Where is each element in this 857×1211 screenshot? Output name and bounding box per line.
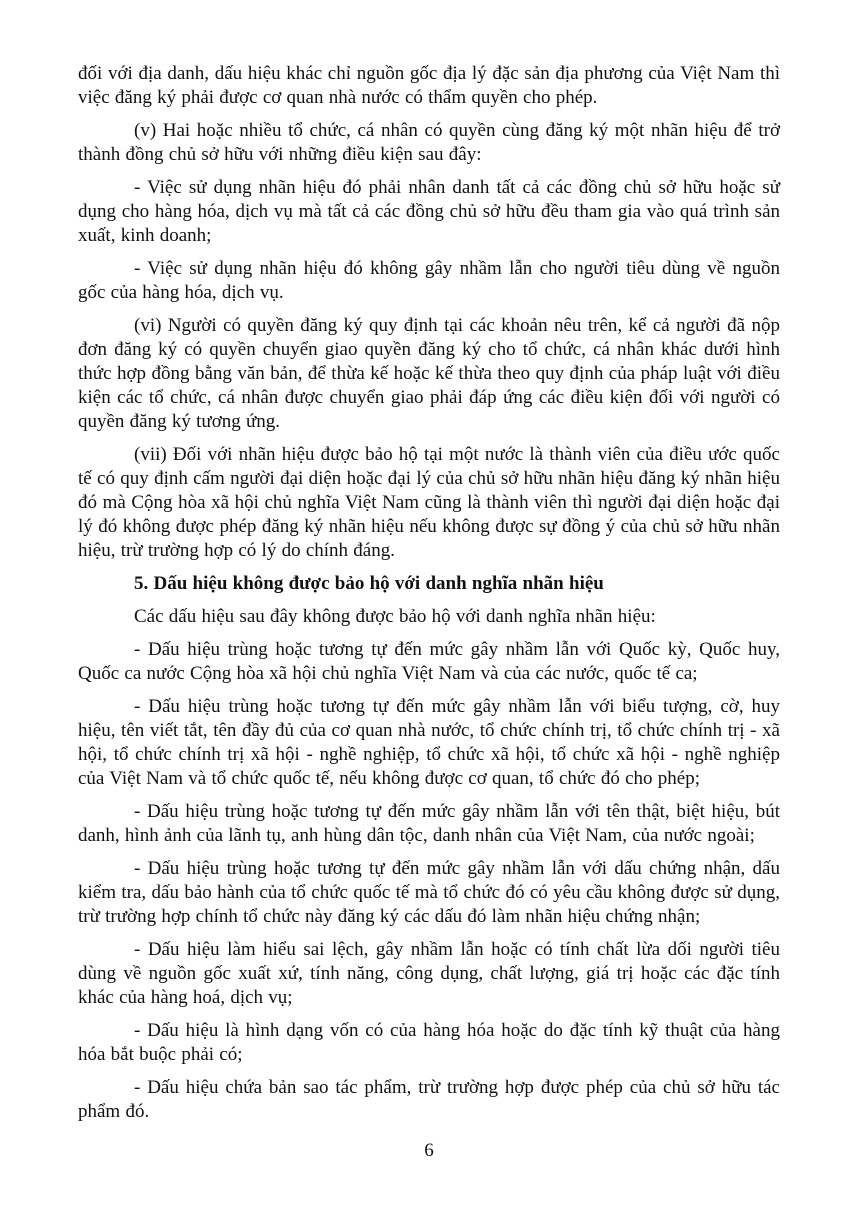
body-paragraph: đối với địa danh, dấu hiệu khác chỉ nguồn gốc địa lý đặc sản địa phương của Việt Nam thì việc đăng ký phải được cơ quan nhà nước có thẩm quyền cho phép.	[78, 63, 780, 108]
page-number: 6	[424, 1140, 434, 1161]
body-paragraph: - Dấu hiệu trùng hoặc tương tự đến mức gây nhầm lẫn với tên thật, biệt hiệu, bút danh, hình ảnh của lãnh tụ, anh hùng dân tộc, danh nhân của Việt Nam, của nước ngoài;	[78, 801, 780, 846]
section-heading: 5. Dấu hiệu không được bảo hộ với danh nghĩa nhãn hiệu	[134, 573, 604, 594]
body-paragraph: - Dấu hiệu là hình dạng vốn có của hàng hóa hoặc do đặc tính kỹ thuật của hàng hóa bắt buộc phải có;	[78, 1020, 780, 1065]
body-paragraph: (vi) Người có quyền đăng ký quy định tại các khoản nêu trên, kể cả người đã nộp đơn đăng ký có quyền chuyển giao quyền đăng ký cho tổ chức, cá nhân khác dưới hình thức hợp đồng bằng văn bản, để thừa kế hoặc kế thừa theo quy định của pháp luật với điều kiện các tổ chức, cá nhân được chuyển giao phải đáp ứng các điều kiện đối với người có quyền đăng ký tương ứng.	[78, 315, 780, 432]
body-paragraph: - Dấu hiệu chứa bản sao tác phẩm, trừ trường hợp được phép của chủ sở hữu tác phẩm đó.	[78, 1077, 780, 1122]
body-paragraph: - Dấu hiệu trùng hoặc tương tự đến mức gây nhầm lẫn với dấu chứng nhận, dấu kiểm tra, dấu bảo hành của tổ chức quốc tế mà tổ chức đó có yêu cầu không được sử dụng, trừ trường hợp chính tổ chức này đăng ký các dấu đó làm nhãn hiệu chứng nhận;	[78, 858, 780, 927]
body-paragraph: - Dấu hiệu làm hiểu sai lệch, gây nhầm lẫn hoặc có tính chất lừa dối người tiêu dùng về nguồn gốc xuất xứ, tính năng, công dụng, chất lượng, giá trị hoặc các đặc tính khác của hàng hoá, dịch vụ;	[78, 939, 780, 1008]
body-paragraph: (v) Hai hoặc nhiều tổ chức, cá nhân có quyền cùng đăng ký một nhãn hiệu để trở thành đồng chủ sở hữu với những điều kiện sau đây:	[78, 120, 780, 165]
body-paragraph: - Việc sử dụng nhãn hiệu đó phải nhân danh tất cả các đồng chủ sở hữu hoặc sử dụng cho hàng hóa, dịch vụ mà tất cả các đồng chủ sở hữu đều tham gia vào quá trình sản xuất, kinh doanh;	[78, 177, 780, 246]
body-paragraph: (vii) Đối với nhãn hiệu được bảo hộ tại một nước là thành viên của điều ước quốc tế có quy định cấm người đại diện hoặc đại lý của chủ sở hữu nhãn hiệu đăng ký nhãn hiệu đó mà Cộng hòa xã hội chủ nghĩa Việt Nam cũng là thành viên thì người đại diện hoặc đại lý đó không được phép đăng ký nhãn hiệu nếu không được sự đồng ý của chủ sở hữu nhãn hiệu, trừ trường hợp có lý do chính đáng.	[78, 444, 780, 561]
body-paragraph: Các dấu hiệu sau đây không được bảo hộ với danh nghĩa nhãn hiệu:	[134, 606, 656, 627]
body-paragraph: - Dấu hiệu trùng hoặc tương tự đến mức gây nhầm lẫn với biểu tượng, cờ, huy hiệu, tên viết tắt, tên đầy đủ của cơ quan nhà nước, tổ chức chính trị, tổ chức chính trị - xã hội, tổ chức chính trị xã hội - nghề nghiệp, tổ chức xã hội, tổ chức xã hội - nghề nghiệp của Việt Nam và tổ chức quốc tế, nếu không được cơ quan, tổ chức đó cho phép;	[78, 696, 780, 789]
body-paragraph: - Dấu hiệu trùng hoặc tương tự đến mức gây nhầm lẫn với Quốc kỳ, Quốc huy, Quốc ca nước Cộng hòa xã hội chủ nghĩa Việt Nam và của các nước, quốc tế ca;	[78, 639, 780, 684]
body-paragraph: - Việc sử dụng nhãn hiệu đó không gây nhầm lẫn cho người tiêu dùng về nguồn gốc của hàng hóa, dịch vụ.	[78, 258, 780, 303]
